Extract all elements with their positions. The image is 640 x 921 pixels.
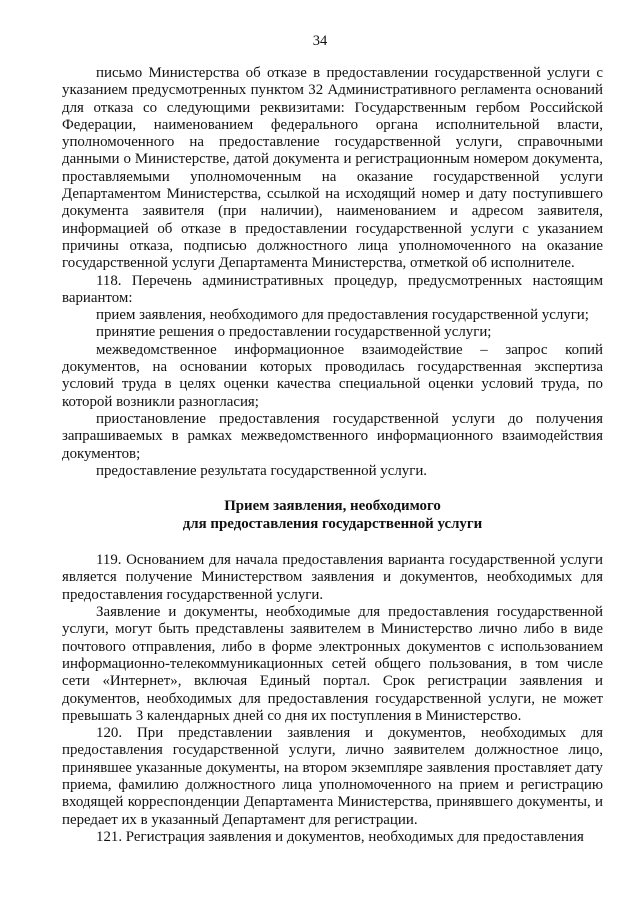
paragraph-item-4: приостановление предоставления государственной услуги до получения запрашиваемых в рамках межведомственного информационного взаимодействия документов; [62, 410, 603, 462]
bottom-paragraphs [62, 552, 603, 846]
section-heading-line-2: для предоставления государственной услуги [182, 516, 483, 533]
section-heading [62, 497, 603, 533]
document-body [62, 65, 603, 846]
paragraph-121: 121. Регистрация заявления и документов, необходимых для предоставления [96, 828, 584, 845]
paragraph-120: 120. При представлении заявления и документов, необходимых для предоставления государственной услуги, лично заявителем должностное лицо, принявшее указанные документы, на втором экземпляре заявления проставляет дату приема, фамилию должностного лица уполномоченного на прием и регистрацию входящей корреспонденции Департамента Министерства, принявшего документы, и передает их в указанный Департамент для регистрации. [62, 725, 603, 828]
paragraph-118: 118. Перечень административных процедур, предусмотренных настоящим вариантом: [62, 272, 603, 306]
paragraph-item-3: межведомственное информационное взаимодействие – запрос копий документов, на основании которых проводилась государственная экспертиза условий труда в целях оценки качества специальной оценки условий труда, по которой возникли разногласия; [62, 341, 603, 410]
top-paragraphs [62, 65, 603, 480]
paragraph-item-1: прием заявления, необходимого для предоставления государственной услуги; [96, 307, 589, 324]
paragraph-119: 119. Основанием для начала предоставления варианта государственной услуги является получение Министерством заявления и документов, необходимых для предоставления государственной услуги. [62, 552, 603, 603]
page-number: 34 [312, 33, 328, 49]
paragraph-119-2: Заявление и документы, необходимые для предоставления государственной услуги, могут быть представлены заявителем в Министерство лично либо в виде почтового отправления, либо в форме электронных документов с использованием информационно-телекоммуникационных сетей общего пользования, в том числе сети «Интернет», включая Единый портал. Срок регистрации заявления и документов, необходимых для предоставления государственной услуги, не может превышать 3 календарных дней со дня их поступления в Министерство. [62, 604, 603, 724]
paragraph-item-2: принятие решения о предоставлении государственной услуги; [96, 324, 492, 341]
paragraph-letter: письмо Министерства об отказе в предоставлении государственной услуги с указанием предусмотренных пунктом 32 Административного регламента оснований для отказа со следующими реквизитами: Государственным гербом Российской Федерации, наименованием федерального органа исполнительной власти, уполномоченного на предоставление государственной услуги, справочными данными о Министерстве, датой документа и регистрационным номером документа, проставляемыми уполномоченным на оказание государственной услуги Департаментом Министерства, ссылкой на исходящий номер и дату поступившего документа заявителя (при наличии), наименованием и адресом заявителя, информацией об отказе в предоставлении государственной услуги с указанием причины отказа, подписью должностного лица уполномоченного на оказание государственной услуги Департамента Министерства, отметкой об исполнителе. [62, 65, 603, 272]
paragraph-item-5: предоставление результата государственной услуги. [96, 462, 428, 479]
section-heading-line-1: Прием заявления, необходимого [224, 498, 441, 515]
